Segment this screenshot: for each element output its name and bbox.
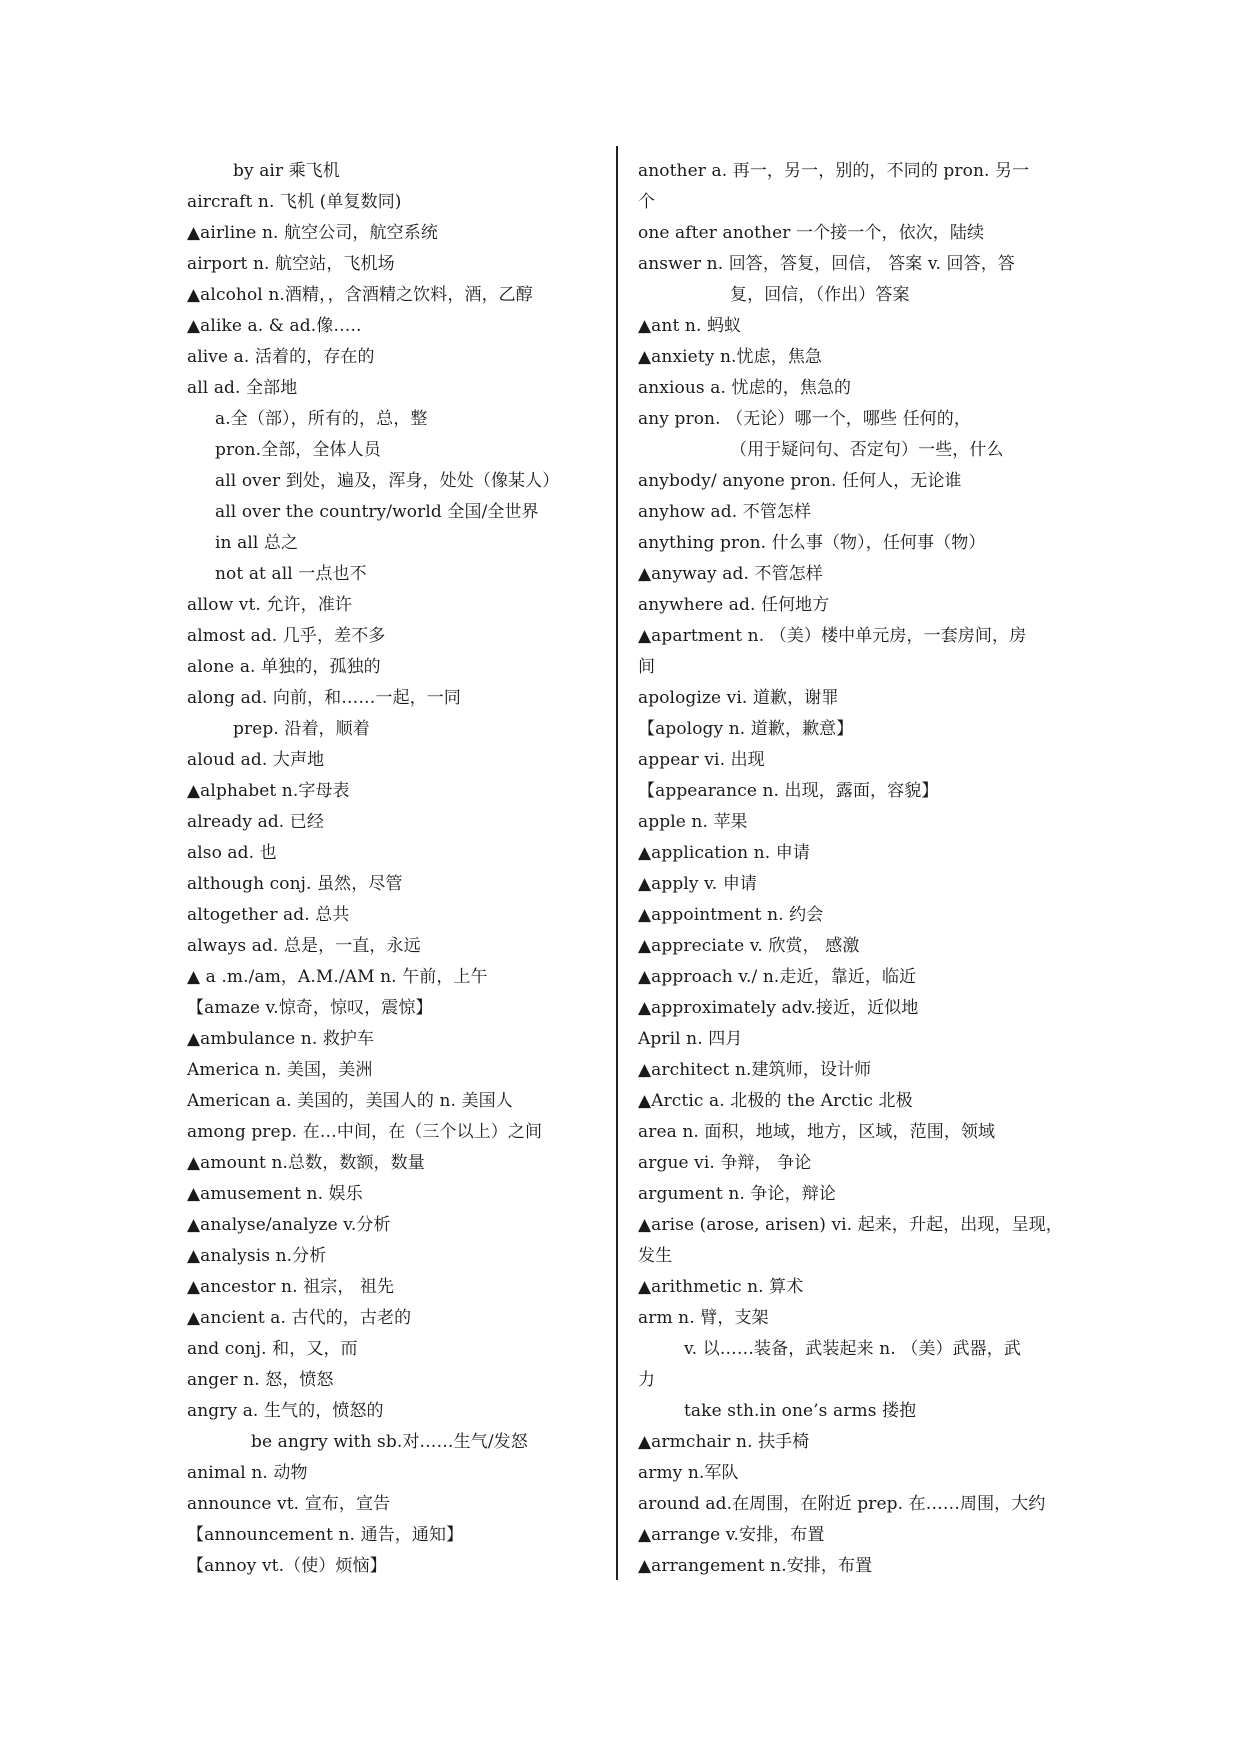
dictionary-entry: almost ad. 几乎，差不多	[187, 626, 386, 646]
dictionary-entry: altogether ad. 总共	[187, 905, 350, 925]
dictionary-entry: ▲alcohol n.酒精，，含酒精之饮料，酒，乙醇	[187, 285, 533, 305]
dictionary-entry: ▲apply v. 申请	[638, 874, 758, 894]
dictionary-entry: take sth.in one’s arms 搂抱	[684, 1401, 917, 1421]
dictionary-entry: ▲armchair n. 扶手椅	[638, 1432, 810, 1452]
left-column	[187, 156, 607, 1582]
dictionary-entry: announce vt. 宣布，宣告	[187, 1494, 391, 1514]
dictionary-entry: appear vi. 出现	[638, 750, 765, 770]
dictionary-entry: army n.军队	[638, 1463, 739, 1483]
dictionary-entry: anything pron. 什么事（物），任何事（物）	[638, 533, 986, 553]
dictionary-entry: 【annoy vt.（使）烦恼】	[187, 1556, 387, 1576]
dictionary-entry: ▲ancient a. 古代的，古老的	[187, 1308, 412, 1328]
dictionary-entry: anywhere ad. 任何地方	[638, 595, 830, 615]
dictionary-entry: ▲arrangement n.安排，布置	[638, 1556, 873, 1576]
dictionary-entry: ▲airline n. 航空公司，航空系统	[187, 223, 438, 243]
dictionary-entry: always ad. 总是，一直，永远	[187, 936, 421, 956]
dictionary-entry: by air 乘飞机	[233, 161, 340, 181]
dictionary-entry: airport n. 航空站，飞机场	[187, 254, 395, 274]
dictionary-entry: aloud ad. 大声地	[187, 750, 325, 770]
right-column	[638, 156, 1063, 1582]
dictionary-entry: area n. 面积，地域，地方，区域，范围，领域	[638, 1122, 996, 1142]
dictionary-entry: around ad.在周围，在附近 prep. 在……周围，大约	[638, 1494, 1046, 1514]
dictionary-entry: ▲Arctic a. 北极的 the Arctic 北极	[638, 1091, 913, 1111]
dictionary-entry: 个	[638, 192, 656, 212]
dictionary-entry: 【apology n. 道歉，歉意】	[638, 719, 854, 739]
dictionary-entry: along ad. 向前，和……一起，一同	[187, 688, 461, 708]
dictionary-entry: allow vt. 允许，准许	[187, 595, 352, 615]
dictionary-entry: ▲approximately adv.接近，近似地	[638, 998, 919, 1018]
dictionary-entry: another a. 再一，另一，别的，不同的 pron. 另一	[638, 161, 1030, 181]
dictionary-entry: ▲appointment n. 约会	[638, 905, 824, 925]
dictionary-entry: already ad. 已经	[187, 812, 325, 832]
dictionary-entry: ▲anyway ad. 不管怎样	[638, 564, 823, 584]
dictionary-entry: 间	[638, 657, 656, 677]
dictionary-entry: in all 总之	[215, 533, 299, 553]
dictionary-entry: American a. 美国的，美国人的 n. 美国人	[187, 1091, 513, 1111]
dictionary-entry: all over 到处，遍及，浑身，处处（像某人）	[215, 471, 560, 491]
dictionary-entry: 复，回信，（作出）答案	[730, 285, 910, 305]
dictionary-entry: ▲anxiety n.忧虑，焦急	[638, 347, 823, 367]
dictionary-entry: 力	[638, 1370, 656, 1390]
dictionary-entry: ▲ancestor n. 祖宗， 祖先	[187, 1277, 395, 1297]
dictionary-entry: arm n. 臂，支架	[638, 1308, 769, 1328]
dictionary-entry: ▲apartment n. （美）楼中单元房，一套房间，房	[638, 626, 1027, 646]
dictionary-entry: ▲application n. 申请	[638, 843, 810, 863]
dictionary-entry: April n. 四月	[638, 1029, 743, 1049]
dictionary-entry: apple n. 苹果	[638, 812, 748, 832]
dictionary-entry: 发生	[638, 1246, 673, 1266]
dictionary-entry: among prep. 在…中间，在（三个以上）之间	[187, 1122, 543, 1142]
dictionary-entry: anybody/ anyone pron. 任何人，无论谁	[638, 471, 962, 491]
dictionary-entry: pron.全部，全体人员	[215, 440, 381, 460]
dictionary-entry: （用于疑问句、否定句）一些，什么	[730, 440, 1004, 460]
column-divider	[616, 146, 618, 1580]
dictionary-entry: ▲architect n.建筑师，设计师	[638, 1060, 872, 1080]
dictionary-entry: ▲appreciate v. 欣赏， 感激	[638, 936, 860, 956]
dictionary-entry: ▲arithmetic n. 算术	[638, 1277, 804, 1297]
dictionary-entry: and conj. 和，又，而	[187, 1339, 358, 1359]
dictionary-entry: anxious a. 忧虑的，焦急的	[638, 378, 852, 398]
dictionary-entry: ▲analysis n.分析	[187, 1246, 327, 1266]
dictionary-entry: ▲alike a. & ad.像…..	[187, 316, 362, 336]
dictionary-entry: although conj. 虽然，尽管	[187, 874, 403, 894]
dictionary-entry: also ad. 也	[187, 843, 277, 863]
dictionary-entry: ▲ a .m./am，A.M./AM n. 午前，上午	[187, 967, 488, 987]
dictionary-entry: anger n. 怒，愤怒	[187, 1370, 334, 1390]
dictionary-entry: ▲approach v./ n.走近，靠近，临近	[638, 967, 917, 987]
dictionary-entry: ▲amusement n. 娱乐	[187, 1184, 363, 1204]
dictionary-entry: 【announcement n. 通告，通知】	[187, 1525, 464, 1545]
dictionary-entry: 【appearance n. 出现，露面，容貌】	[638, 781, 939, 801]
dictionary-entry: ▲arise (arose, arisen) vi. 起来，升起，出现，呈现，	[638, 1215, 1063, 1235]
dictionary-entry: not at all 一点也不	[215, 564, 367, 584]
dictionary-entry: all ad. 全部地	[187, 378, 298, 398]
dictionary-entry: ▲amount n.总数，数额，数量	[187, 1153, 425, 1173]
dictionary-entry: ▲analyse/analyze v.分析	[187, 1215, 391, 1235]
dictionary-entry: all over the country/world 全国/全世界	[215, 502, 539, 522]
dictionary-entry: be angry with sb.对……生气/发怒	[251, 1432, 528, 1452]
dictionary-entry: one after another 一个接一个，依次，陆续	[638, 223, 985, 243]
dictionary-entry: alive a. 活着的，存在的	[187, 347, 375, 367]
dictionary-entry: ▲ambulance n. 救护车	[187, 1029, 375, 1049]
dictionary-entry: any pron. （无论）哪一个，哪些 任何的，	[638, 409, 971, 429]
dictionary-entry: a.全（部），所有的，总，整	[215, 409, 428, 429]
dictionary-entry: America n. 美国，美洲	[187, 1060, 373, 1080]
dictionary-entry: apologize vi. 道歉，谢罪	[638, 688, 839, 708]
dictionary-entry: argument n. 争论，辩论	[638, 1184, 836, 1204]
dictionary-entry: v. 以……装备，武装起来 n. （美）武器，武	[684, 1339, 1021, 1359]
dictionary-entry: prep. 沿着，顺着	[233, 719, 370, 739]
dictionary-entry: aircraft n. 飞机 (单复数同)	[187, 192, 402, 212]
dictionary-entry: 【amaze v.惊奇，惊叹，震惊】	[187, 998, 433, 1018]
dictionary-entry: alone a. 单独的，孤独的	[187, 657, 381, 677]
dictionary-entry: ▲arrange v.安排，布置	[638, 1525, 825, 1545]
dictionary-entry: animal n. 动物	[187, 1463, 308, 1483]
dictionary-entry: answer n. 回答，答复，回信， 答案 v. 回答，答	[638, 254, 1015, 274]
dictionary-entry: ▲ant n. 蚂蚁	[638, 316, 742, 336]
dictionary-entry: angry a. 生气的，愤怒的	[187, 1401, 384, 1421]
dictionary-entry: argue vi. 争辩， 争论	[638, 1153, 812, 1173]
dictionary-entry: ▲alphabet n.字母表	[187, 781, 350, 801]
dictionary-entry: anyhow ad. 不管怎样	[638, 502, 812, 522]
